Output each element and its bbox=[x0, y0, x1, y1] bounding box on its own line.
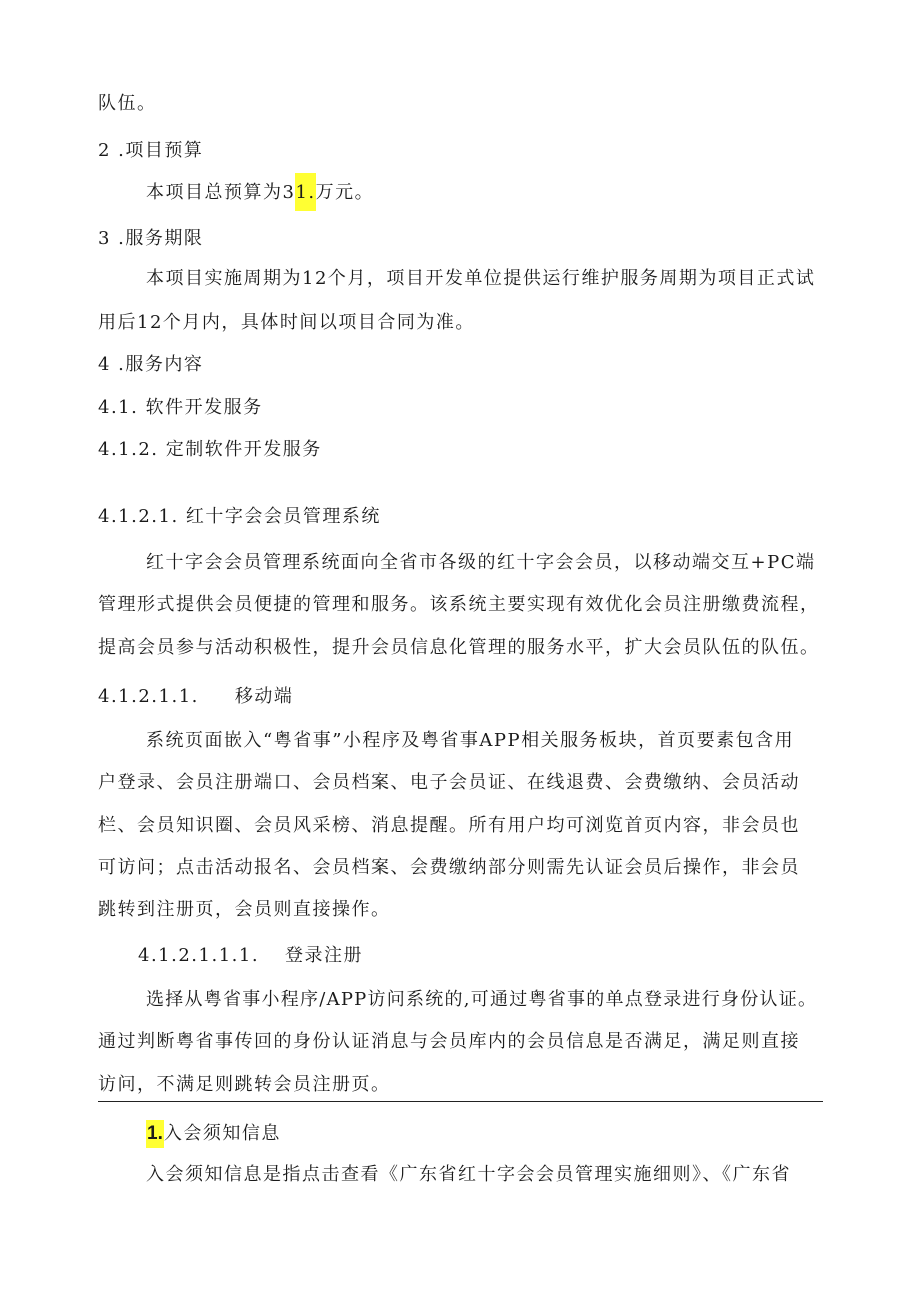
budget-text-suffix: 万元。 bbox=[315, 182, 375, 203]
system-paragraph-line: 管理形式提供会员便捷的管理和服务。该系统主要实现有效优化会员注册缴费流程， bbox=[98, 594, 820, 615]
notice-paragraph-line: 入会须知信息是指点击查看《广东省红十字会会员管理实施细则》、《广东省 bbox=[146, 1164, 791, 1185]
heading-4-1: 4.1. 软件开发服务 bbox=[98, 397, 263, 418]
heading-4-1-2-1: 4.1.2.1. 红十字会会员管理系统 bbox=[98, 506, 381, 527]
heading-4-1-2: 4.1.2. 定制软件开发服务 bbox=[98, 439, 322, 460]
heading-title: 移动端 bbox=[234, 686, 294, 707]
list-item-number: 1. bbox=[146, 1120, 164, 1148]
period-paragraph-line: 用后12个月内，具体时间以项目合同为准。 bbox=[98, 312, 475, 333]
system-paragraph-line: 提高会员参与活动积极性，提升会员信息化管理的服务水平，扩大会员队伍的队伍。 bbox=[98, 637, 820, 658]
login-paragraph-line: 访问，不满足则跳转会员注册页。 bbox=[98, 1074, 391, 1095]
budget-paragraph bbox=[146, 181, 374, 205]
heading-title: 登录注册 bbox=[285, 945, 364, 966]
period-paragraph-line: 本项目实施周期为12个月，项目开发单位提供运行维护服务周期为项目正式试 bbox=[146, 268, 816, 289]
heading-4-1-2-1-1-1 bbox=[138, 944, 363, 968]
budget-text-prefix: 本项目总预算为3 bbox=[146, 182, 296, 203]
heading-number: 4.1.2.1.1.1. bbox=[138, 945, 260, 966]
section-heading-budget: 2 .项目预算 bbox=[98, 140, 204, 161]
heading-4-1-2-1-1 bbox=[98, 685, 293, 709]
horizontal-rule bbox=[98, 1101, 823, 1102]
section-heading-period: 3 .服务期限 bbox=[98, 228, 204, 249]
login-paragraph-line: 选择从粤省事小程序/APP访问系统的,可通过粤省事的单点登录进行身份认证。 bbox=[146, 989, 818, 1010]
login-paragraph-line: 通过判断粤省事传回的身份认证消息与会员库内的会员信息是否满足，满足则直接 bbox=[98, 1031, 800, 1052]
mobile-paragraph-line: 可访问；点击活动报名、会员档案、会费缴纳部分则需先认证会员后操作，非会员 bbox=[98, 857, 800, 878]
section-heading-content: 4 .服务内容 bbox=[98, 354, 204, 375]
mobile-paragraph-line: 跳转到注册页，会员则直接操作。 bbox=[98, 899, 391, 920]
budget-highlight: 1. bbox=[295, 173, 315, 211]
heading-number: 4.1.2.1.1. bbox=[98, 686, 199, 707]
system-paragraph-line: 红十字会会员管理系统面向全省市各级的红十字会会员，以移动端交互+PC端 bbox=[146, 552, 816, 573]
text-line: 队伍。 bbox=[98, 93, 157, 114]
mobile-paragraph-line: 栏、会员知识圈、会员风采榜、消息提醒。所有用户均可浏览首页内容，非会员也 bbox=[98, 815, 800, 836]
list-item-heading bbox=[146, 1120, 281, 1148]
mobile-paragraph-line: 户登录、会员注册端口、会员档案、电子会员证、在线退费、会费缴纳、会员活动 bbox=[98, 772, 800, 793]
mobile-paragraph-line: 系统页面嵌入“粤省事”小程序及粤省事APP相关服务板块，首页要素包含用 bbox=[146, 730, 795, 751]
list-item-title: 入会须知信息 bbox=[163, 1123, 281, 1144]
